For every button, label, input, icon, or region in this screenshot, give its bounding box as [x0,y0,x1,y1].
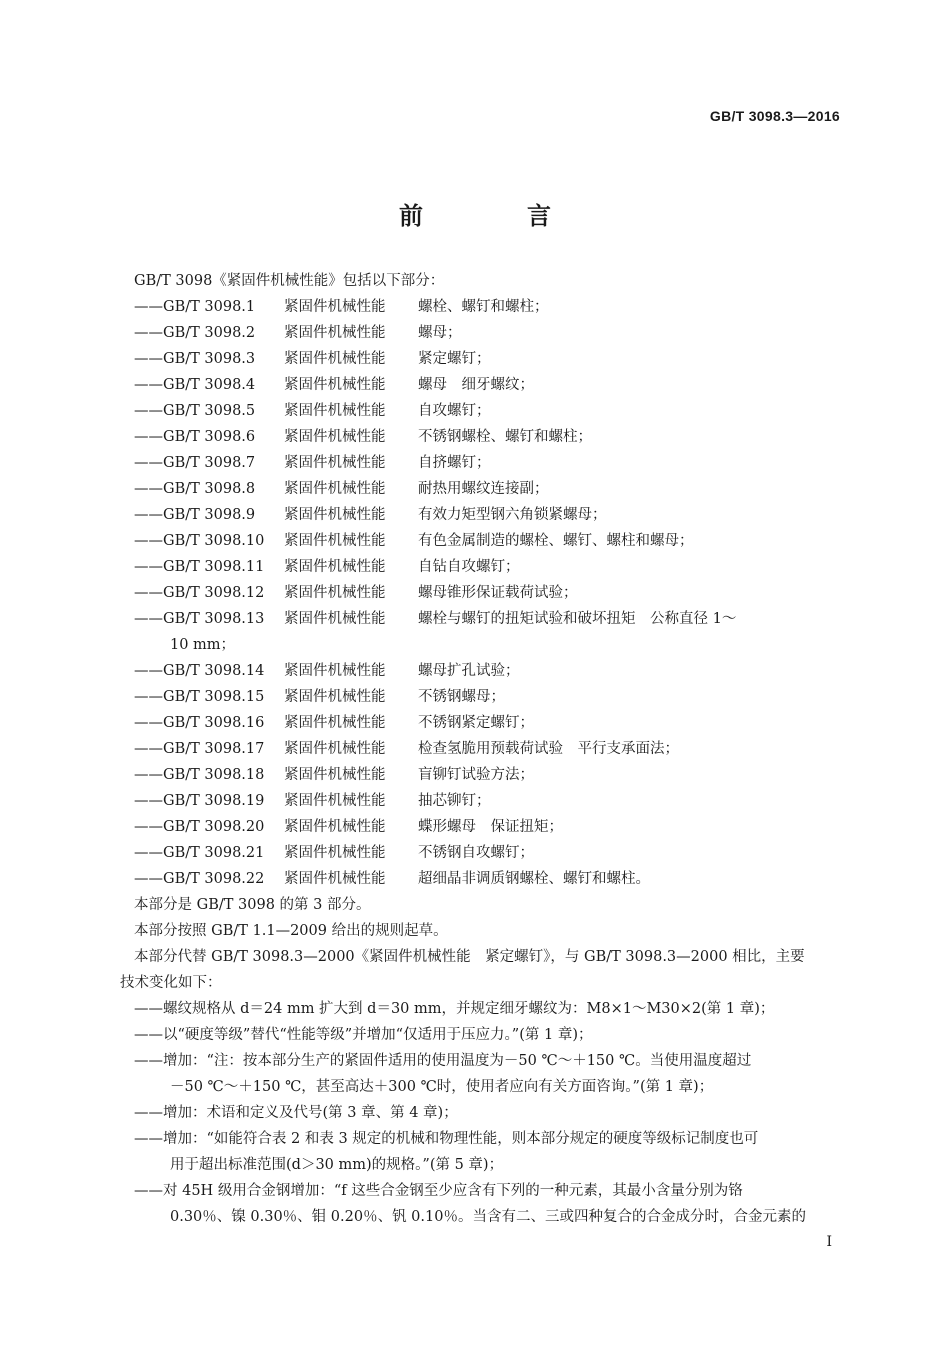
part-subject: 抽芯铆钉； [418,793,491,809]
part-name: 紧固件机械性能 [284,403,386,419]
parts-list [134,294,846,892]
paragraph-replaces-line2: 技术变化如下： [120,975,222,991]
part-code: ——GB/T 3098.1 [134,299,256,315]
part-name: 紧固件机械性能 [284,507,386,523]
part-name: 紧固件机械性能 [284,689,386,705]
part-code: ——GB/T 3098.3 [134,351,256,367]
change-item-continuation: 用于超出标准范围(d＞30 mm)的规格。”(第 5 章)； [170,1157,504,1173]
change-item: ——增加：“注：按本部分生产的紧固件适用的使用温度为－50 ℃～＋150 ℃。当使用温度超过 [134,1053,752,1069]
part-subject: 螺母； [418,325,462,341]
part-item [134,502,846,528]
part-code: ——GB/T 3098.5 [134,403,256,419]
part-code: ——GB/T 3098.6 [134,429,256,445]
part-name: 紧固件机械性能 [284,819,386,835]
part-code: ——GB/T 3098.19 [134,793,265,809]
part-code: ——GB/T 3098.13 [134,611,265,627]
part-name: 紧固件机械性能 [284,715,386,731]
part-item [134,840,846,866]
change-item: ——增加：“如能符合表 2 和表 3 规定的机械和物理性能，则本部分规定的硬度等级标记制度也可 [134,1131,759,1147]
page-title: 前 言 [399,201,591,230]
part-subject-continuation: 10 mm； [170,637,236,653]
part-item [134,788,846,814]
part-item [134,866,846,892]
part-code: ——GB/T 3098.21 [134,845,265,861]
part-code: ——GB/T 3098.22 [134,871,265,887]
part-item [134,398,846,424]
part-subject: 不锈钢紧定螺钉； [418,715,534,731]
part-subject: 耐热用螺纹连接副； [418,481,549,497]
part-item [134,814,846,840]
part-subject: 自钻自攻螺钉； [418,559,520,575]
part-item [134,762,846,788]
paragraph-part-number: 本部分是 GB/T 3098 的第 3 部分。 [134,897,371,913]
part-code: ——GB/T 3098.15 [134,689,265,705]
part-name: 紧固件机械性能 [284,325,386,341]
part-subject: 螺母扩孔试验； [418,663,520,679]
part-name: 紧固件机械性能 [284,663,386,679]
part-code: ——GB/T 3098.18 [134,767,265,783]
part-name: 紧固件机械性能 [284,767,386,783]
part-code: ——GB/T 3098.17 [134,741,265,757]
part-name: 紧固件机械性能 [284,533,386,549]
standard-code: GB/T 3098.3—2016 [709,108,840,124]
intro-line: GB/T 3098《紧固件机械性能》包括以下部分： [134,273,445,289]
part-subject: 有色金属制造的螺栓、螺钉、螺柱和螺母； [418,533,694,549]
paragraph-drafting-rules: 本部分按照 GB/T 1.1—2009 给出的规则起草。 [134,923,448,939]
part-subject: 不锈钢自攻螺钉； [418,845,534,861]
changes-list [134,996,846,1230]
part-name: 紧固件机械性能 [284,845,386,861]
part-item [134,658,846,684]
part-item [134,528,846,554]
part-code: ——GB/T 3098.7 [134,455,256,471]
part-item [134,294,846,320]
part-item [134,736,846,762]
change-item: ——以“硬度等级”替代“性能等级”并增加“仅适用于压应力。”(第 1 章)； [134,1027,593,1043]
part-subject: 自挤螺钉； [418,455,491,471]
part-item [134,346,846,372]
part-name: 紧固件机械性能 [284,429,386,445]
part-code: ——GB/T 3098.16 [134,715,265,731]
part-item [134,580,846,606]
part-name: 紧固件机械性能 [284,611,386,627]
part-code: ——GB/T 3098.8 [134,481,256,497]
part-subject: 有效力矩型钢六角锁紧螺母； [418,507,607,523]
part-code: ——GB/T 3098.2 [134,325,256,341]
part-name: 紧固件机械性能 [284,481,386,497]
change-item-continuation: －50 ℃～＋150 ℃，甚至高达＋300 ℃时，使用者应向有关方面咨询。”(第 1 章)； [170,1079,714,1095]
part-item [134,476,846,502]
part-name: 紧固件机械性能 [284,377,386,393]
part-subject: 不锈钢螺栓、螺钉和螺柱； [418,429,592,445]
part-item [134,320,846,346]
part-subject: 自攻螺钉； [418,403,491,419]
part-name: 紧固件机械性能 [284,455,386,471]
part-name: 紧固件机械性能 [284,741,386,757]
part-item [134,554,846,580]
part-code: ——GB/T 3098.10 [134,533,265,549]
part-subject: 螺栓与螺钉的扭矩试验和破坏扭矩 公称直径 1～ [418,611,737,627]
part-subject: 螺母 细牙螺纹； [418,377,534,393]
part-item [134,424,846,450]
part-subject: 螺母锥形保证载荷试验； [418,585,578,601]
part-name: 紧固件机械性能 [284,871,386,887]
part-name: 紧固件机械性能 [284,351,386,367]
part-subject: 紧定螺钉； [418,351,491,367]
part-item [134,372,846,398]
part-item [134,684,846,710]
change-item: ——螺纹规格从 d＝24 mm 扩大到 d＝30 mm，并规定细牙螺纹为：M8×1～M30×2(第 1 章)； [134,1001,775,1017]
change-item: ——对 45H 级用合金钢增加：“f 这些合金钢至少应含有下列的一种元素，其最小含量分别为铬 [134,1183,743,1199]
part-code: ——GB/T 3098.4 [134,377,256,393]
part-name: 紧固件机械性能 [284,585,386,601]
part-subject: 检查氢脆用预载荷试验 平行支承面法； [418,741,679,757]
part-code: ——GB/T 3098.20 [134,819,265,835]
part-name: 紧固件机械性能 [284,559,386,575]
part-subject: 蝶形螺母 保证扭矩； [418,819,563,835]
change-item: ——增加：术语和定义及代号(第 3 章、第 4 章)； [134,1105,458,1121]
part-subject: 盲铆钉试验方法； [418,767,534,783]
part-code: ——GB/T 3098.11 [134,559,265,575]
part-code: ——GB/T 3098.9 [134,507,256,523]
part-item [134,710,846,736]
part-item [134,606,846,632]
part-name: 紧固件机械性能 [284,299,386,315]
page-number: I [826,1234,832,1250]
foreword-body [120,268,846,1230]
part-subject: 超细晶非调质钢螺栓、螺钉和螺柱。 [418,871,650,887]
part-subject: 不锈钢螺母； [418,689,505,705]
part-code: ——GB/T 3098.14 [134,663,265,679]
part-name: 紧固件机械性能 [284,793,386,809]
part-item [134,450,846,476]
part-subject: 螺栓、螺钉和螺柱； [418,299,549,315]
paragraph-replaces-line1: 本部分代替 GB/T 3098.3—2000《紧固件机械性能 紧定螺钉》，与 GB/T 3098.3—2000 相比，主要 [134,949,805,965]
part-code: ——GB/T 3098.12 [134,585,265,601]
change-item-continuation: 0.30％、镍 0.30％、钼 0.20％、钒 0.10％。当含有二、三或四种复合的合金成分时，合金元素的 [170,1209,806,1225]
